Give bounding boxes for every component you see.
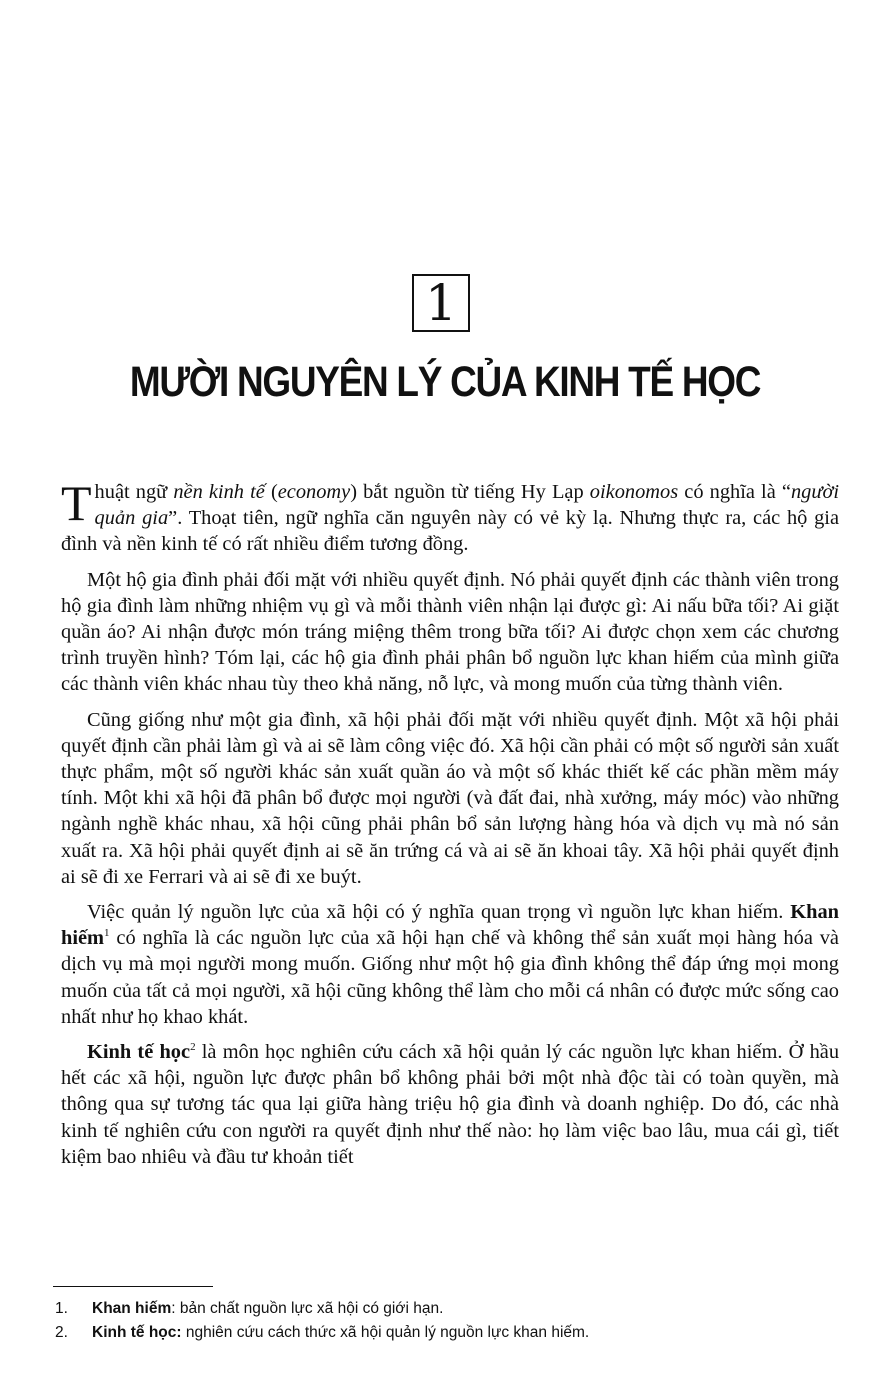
footnote-number: 2.	[55, 1324, 68, 1341]
paragraph-1	[61, 475, 840, 558]
paragraph-3: Cũng giống như một gia đình, xã hội phải đối mặt với nhiều quyết định. Một xã hội phải quyết định cần phải làm gì và ai sẽ làm công việc đó. Xã hội cần phải có một số người sản xuất thực phẩm, một số người khác sản xuất quần áo và một số khác thiết kế các phần mềm máy tính. Một khi xã hội đã phân bổ được mọi người (và đất đai, nhà xưởng, máy móc) vào những ngành nghề khác nhau, xã hội cũng phải phân bổ sản lượng hàng hóa và dịch vụ mà nó sản xuất ra. Xã hội phải quyết định ai sẽ ăn trứng cá và ai sẽ ăn khoai tây. Xã hội phải quyết định ai sẽ đi xe Ferrari và ai sẽ đi xe buýt.	[61, 708, 839, 888]
italic-term: nền kinh tế	[173, 481, 265, 503]
italic-term: economy	[277, 481, 351, 503]
bold-term: Kinh tế học	[87, 1041, 191, 1064]
bold-term: Khan hiếm	[61, 901, 839, 950]
chapter-number-box: 1	[412, 274, 470, 332]
footnote-ref: 1	[104, 927, 110, 940]
footnote-term: Khan hiếm	[92, 1300, 172, 1317]
text-run: có nghĩa là “	[678, 481, 791, 503]
footnote-term: Kinh tế học:	[92, 1324, 182, 1341]
italic-term: oikonomos	[589, 481, 679, 503]
footnote-number: 1.	[55, 1300, 68, 1317]
body-text	[61, 475, 840, 1179]
text-run: là môn học nghiên cứu cách xã hội quản lý các nguồn lực khan hiếm. Ở hầu hết các xã hội, nguồn lực được phân bổ không phải bởi một nhà độc tài có toàn quyền, mà thông qua sự tương tác qua lại giữa hàng triệu hộ gia đình và doanh nghiệp. Do đó, các nhà kinh tế nghiên cứu con người ra quyết định như thế nào: họ làm việc bao lâu, mua cái gì, tiết kiệm bao nhiêu và đầu tư khoản tiết	[61, 1041, 840, 1168]
footnotes	[55, 1297, 845, 1345]
italic-term: người quản gia	[94, 481, 839, 530]
text-run: (	[264, 481, 278, 503]
footnote-ref: 2	[190, 1041, 196, 1054]
chapter-title: MƯỜI NGUYÊN LÝ CỦA KINH TẾ HỌC	[129, 358, 761, 406]
footnote-text: nghiên cứu cách thức xã hội quản lý nguồn lực khan hiếm.	[181, 1324, 590, 1341]
text-run: có nghĩa là các nguồn lực của xã hội hạn chế và không thể sản xuất mọi hàng hóa và dịch vụ mà mọi người mong muốn. Giống như một hộ gia đình không thể đáp ứng mọi mong muốn của tất cả mọi người, xã hội cũng không thể làm cho mỗi cá nhân có được mức sống cao nhất như họ khao khát.	[61, 927, 839, 1028]
drop-cap: T	[61, 475, 92, 531]
text-run: ) bắt nguồn từ tiếng Hy Lạp	[350, 481, 590, 503]
paragraph-2: Một hộ gia đình phải đối mặt với nhiều quyết định. Nó phải quyết định các thành viên trong hộ gia đình làm những nhiệm vụ gì và mỗi thành viên nhận lại được gì: Ai nấu bữa tối? Ai giặt quần áo? Ai nhận được món tráng miệng thêm trong bữa tối? Ai được chọn xem các chương trình truyền hình? Tóm lại, các hộ gia đình phải phân bổ nguồn lực khan hiếm của mình giữa các thành viên khác nhau tùy theo khả năng, nỗ lực, và mong muốn của từng thành viên.	[61, 568, 839, 696]
footnote-2	[55, 1321, 845, 1345]
text-run: huật ngữ	[94, 481, 174, 503]
footnote-1	[55, 1297, 845, 1321]
text-run: Việc quản lý nguồn lực của xã hội có ý nghĩa quan trọng vì nguồn lực khan hiếm.	[87, 901, 791, 924]
text-run: ”. Thoạt tiên, ngữ nghĩa căn nguyên này có vẻ kỳ lạ. Nhưng thực ra, các hộ gia đình và nền kinh tế có rất nhiều điểm tương đồng.	[61, 507, 840, 556]
footnote-text: : bản chất nguồn lực xã hội có giới hạn.	[171, 1300, 444, 1317]
paragraph-5	[61, 1039, 839, 1170]
footnote-divider	[53, 1286, 213, 1287]
paragraph-4	[61, 899, 839, 1030]
